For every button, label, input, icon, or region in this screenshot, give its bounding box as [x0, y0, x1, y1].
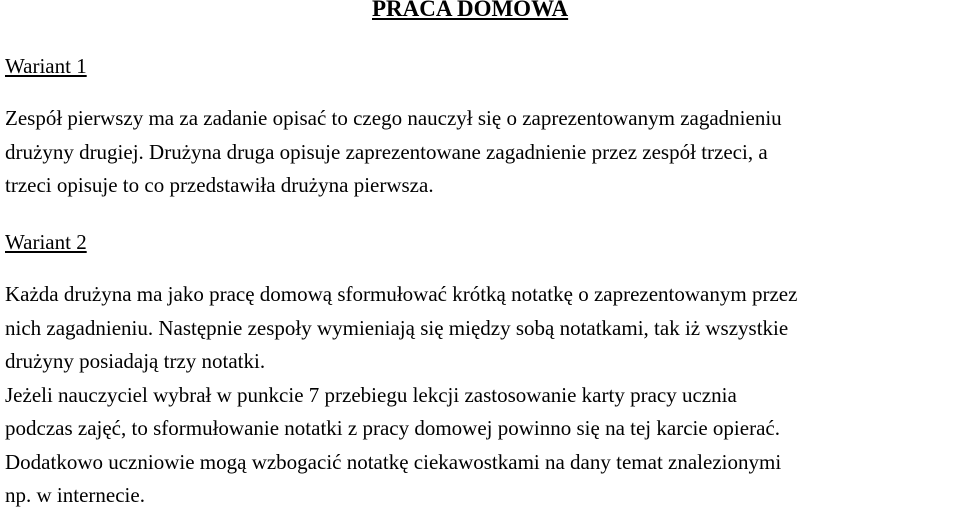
paragraph-line: Jeżeli nauczyciel wybrał w punkcie 7 przebiegu lekcji zastosowanie karty pracy ucznia: [5, 382, 737, 407]
document-title: PRACA DOMOWA: [372, 0, 569, 21]
variant-1-paragraph: [5, 102, 959, 203]
paragraph-line: trzeci opisuje to co przedstawiła drużyna pierwsza.: [5, 173, 434, 197]
paragraph-line: drużyny posiadają trzy notatki.: [5, 349, 266, 373]
paragraph-line: nich zagadnieniu. Następnie zespoły wymieniają się między sobą notatkami, tak iż wszystkie: [5, 315, 789, 340]
variant-2-heading: Wariant 2: [5, 230, 87, 254]
paragraph-line: Zespół pierwszy ma za zadanie opisać to czego nauczył się o zaprezentowanym zagadnieniu: [5, 106, 782, 130]
variant-1-heading: Wariant 1: [5, 54, 87, 78]
paragraph-line: Dodatkowo uczniowie mogą wzbogacić notatkę ciekawostkami na dany temat znalezionymi: [5, 449, 782, 474]
paragraph-line: drużyny drugiej. Drużyna druga opisuje zaprezentowane zagadnienie przez zespół trzeci, a: [5, 139, 768, 164]
paragraph-line: podczas zajęć, to sformułowanie notatki z pracy domowej powinno się na tej karcie opierać.: [5, 416, 780, 440]
variant-2-paragraph: [5, 278, 959, 513]
paragraph-line: Każda drużyna ma jako pracę domową sformułować krótką notatkę o zaprezentowanym przez: [5, 282, 798, 306]
paragraph-line: np. w internecie.: [5, 483, 145, 507]
